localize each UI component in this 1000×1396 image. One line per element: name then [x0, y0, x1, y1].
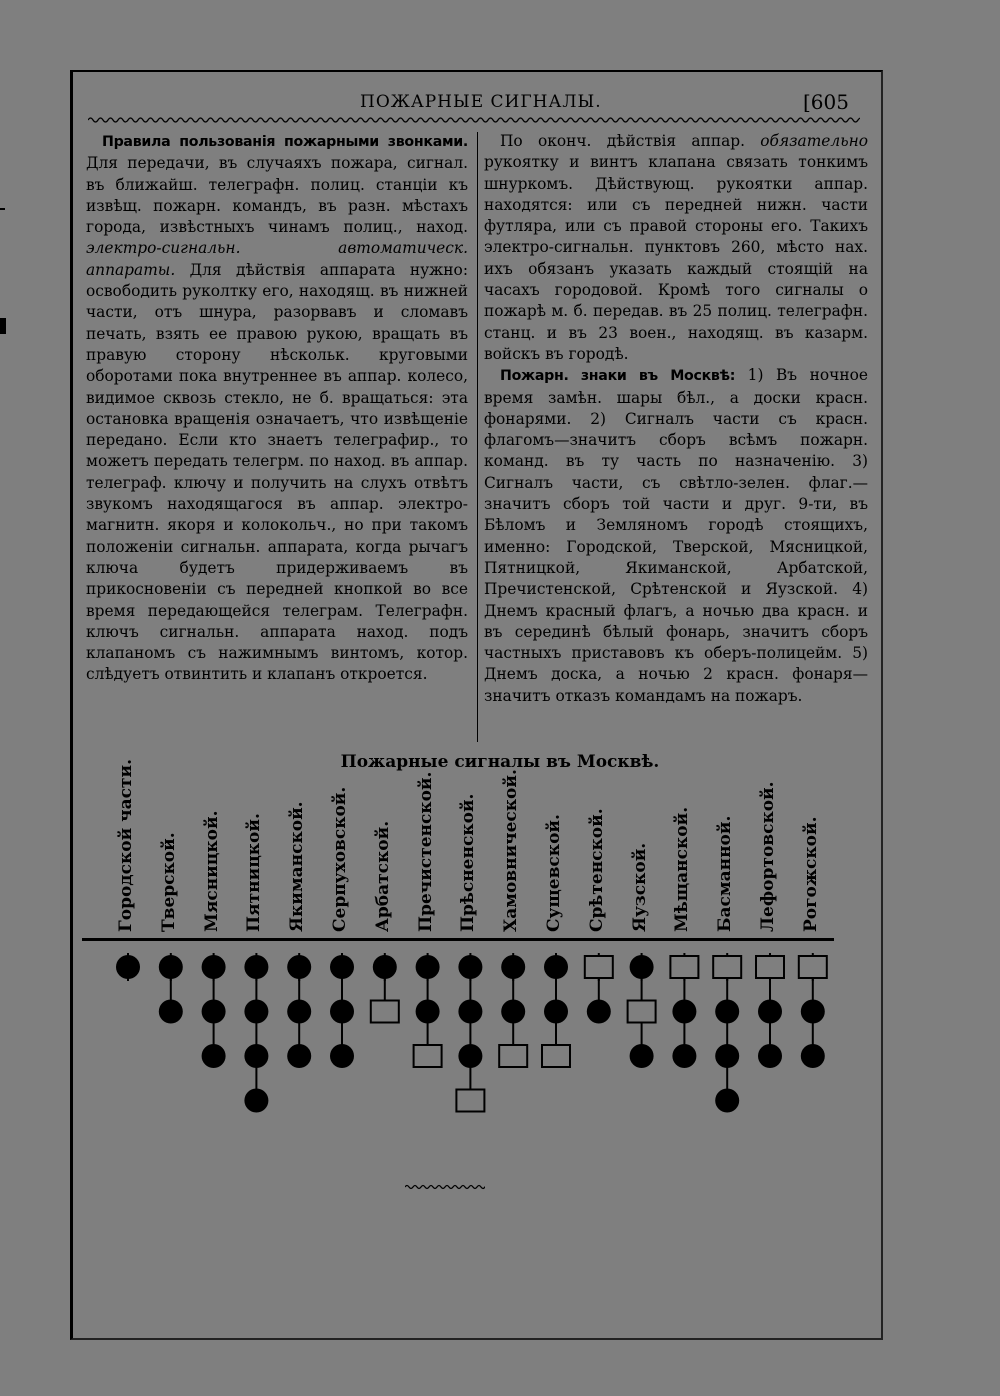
running-header: ПОЖАРНЫЕ СИГНАЛЫ. [360, 92, 602, 112]
column-label: Мясницкой. [201, 810, 222, 932]
column-label: Сущевской. [544, 814, 564, 932]
column-label: Лефортовской. [758, 781, 778, 932]
column-label: Городской части. [116, 759, 136, 932]
figure-baseline [82, 938, 834, 941]
column-label: Яузской. [629, 842, 650, 932]
edge-mark [0, 318, 6, 334]
right-text-italic: обязательно [760, 132, 868, 150]
column-label: Серпуховской. [330, 786, 350, 932]
column-label: Мѣщанской. [672, 806, 693, 932]
right-text-2: рукоятку и винтъ клапана связать тонкимъ шнуркомъ. Дѣйствующ. рукоятки аппар. находятся: или съ передней нижн. части футляра, или съ правой стороны его. Такихъ электро-сигнальн. пунктовъ 260, мѣсто нах. ихъ обязанъ указать каждый стоящій на часахъ городовой. Кромѣ того сигналы о пожарѣ м. б. передав. въ 25 полиц. телеграфн. станц. и въ 23 воен., находящ. въ казарм. войскъ въ городѣ. [484, 153, 868, 363]
left-text-italic: электро-сигнальн. автоматическ. аппараты. [86, 239, 468, 279]
edge-mark [0, 208, 5, 210]
left-text-1: Для передачи, въ случаяхъ пожара, сигнал. въ ближайш. телеграфн. полиц. станціи къ извѣщ. пожарн. командъ, въ разн. мѣстахъ города, извѣстныхъ чинамъ полиц., наход. [86, 154, 468, 237]
column-label: Прѣсненской. [458, 793, 479, 932]
right-column [484, 131, 868, 707]
right-text-3: 1) Въ ночное время замѣн. шары бѣл., а доски красн. фонарями. 2) Сигналъ части съ красн. флагомъ—значитъ сборъ всѣмъ пожарн. команд. въ ту часть по назначенію. 3) Сигналъ части, съ свѣтло-зелен. флаг.—значитъ сборъ той части и друг. 9-ти, въ Бѣломъ и Земляномъ городѣ стоящихъ, именно: Городской, Тверской, Мясницкой, Пятницкой, Якиманской, Арбатской, Пречистенской, Срѣтенской и Яузской. 4) Днемъ красный флагъ, а ночью два красн. и въ серединѣ бѣлый фонарь, значитъ сборъ частныхъ приставовъ къ оберъ-полицейм. 5) Днемъ доска, а ночью 2 красн. фонаря—значитъ отказъ командамъ на пожаръ. [484, 366, 868, 705]
right-text-1: По оконч. дѣйствія аппар. [500, 132, 761, 150]
right-paragraph-1 [484, 131, 868, 365]
column-divider [477, 132, 478, 742]
column-label: Якиманской. [287, 801, 308, 932]
left-paragraph [86, 131, 468, 686]
right-heading: Пожарн. знаки въ Москвѣ: [500, 368, 736, 385]
left-heading: Правила пользованія пожарными звонками. [102, 134, 468, 150]
header-wavy-rule [88, 113, 860, 127]
column-label: Пречистенской. [415, 771, 436, 932]
column-label: Хамовнической. [501, 769, 522, 932]
column-label: Срѣтенской. [586, 808, 607, 932]
column-label: Арбатской. [372, 820, 393, 932]
column-label: Тверской. [158, 832, 179, 932]
end-ornament [405, 1180, 485, 1194]
right-paragraph-2 [484, 365, 868, 707]
column-label: Басманной. [715, 815, 736, 932]
column-label: Рогожской. [800, 816, 821, 932]
left-column [86, 131, 468, 686]
figure-title: Пожарные сигналы въ Москвѣ. [340, 752, 660, 772]
left-text-2: Для дѣйствія аппарата нужно: освободить руколтку его, находящ. въ нижней части, отъ шнура, разорвавъ и сломавъ печать, взять ее правою рукою, вращать въ правую сторону нѣскольк. круговыми оборотами пока внутреннее въ аппар. колесо, видимое сквозь стекло, не б. вращаться: эта остановка вращенія означаетъ, что извѣщеніе передано. Если кто знаетъ телеграфир., то можетъ передать телегрм. по наход. въ аппар. телеграф. ключу и получить на слухъ отвѣтъ звукомъ находящагося въ аппар. электро-магнитн. якоря и колокольч., но при такомъ положеніи сигнальн. аппарата, когда рычагъ ключа будетъ придерживаемъ въ прикосновеніи съ передней кнопкой во все время передающейся телеграм. Телеграфн. ключъ сигнальн. аппарата наход. подъ клапаномъ съ нажимнымъ винтомъ, котор. слѣдуетъ отвинтить и клапанъ откроется. [86, 260, 468, 684]
column-label: Пятницкой. [244, 813, 265, 932]
page-number: [605 [803, 90, 849, 114]
